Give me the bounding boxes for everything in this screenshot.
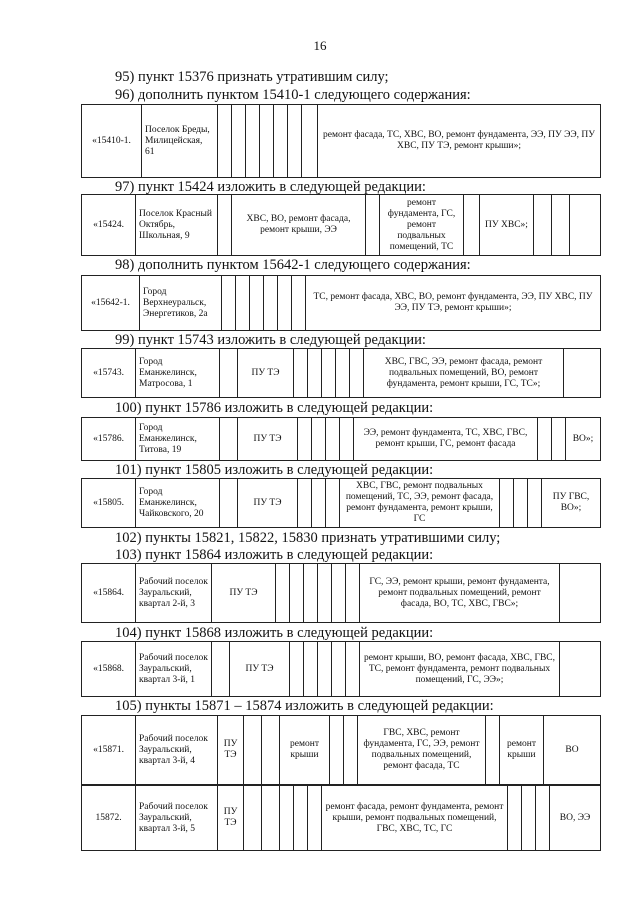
row-works-2: ремонт фундамента, ГС, ремонт подвальных помещений, ТС <box>380 195 464 256</box>
row-works-1: ремонт фасада, ремонт фундамента, ремонт крыши, ремонт подвальных помещений, ГВС, ХВС, ТС, ГС <box>322 786 508 851</box>
item-103: 103) пункт 15864 изложить в следующей редакции: <box>115 547 434 563</box>
item-96: 96) дополнить пунктом 15410-1 следующего содержания: <box>115 87 471 103</box>
row-works-2: ВО»; <box>566 418 601 461</box>
row-number: «15786. <box>82 418 136 461</box>
row-number: «15410-1. <box>82 105 142 178</box>
item-98: 98) дополнить пунктом 15642-1 следующего содержания: <box>115 257 471 273</box>
table-row-15805 <box>81 478 601 528</box>
row-address: Рабочий поселок Зауральский, квартал 3-й, 1 <box>136 642 212 697</box>
row-pu: ПУ ТЭ <box>238 418 298 461</box>
item-99: 99) пункт 15743 изложить в следующей редакции: <box>115 332 426 348</box>
item-104: 104) пункт 15868 изложить в следующей редакции: <box>115 625 434 641</box>
table-row-15743 <box>81 348 601 398</box>
row-number: «15805. <box>82 479 136 528</box>
row-works-3: ПУ ХВС»; <box>480 195 534 256</box>
page-number: 16 <box>313 38 327 53</box>
row-works: ремонт фасада, ТС, ХВС, ВО, ремонт фундамента, ЭЭ, ПУ ЭЭ, ПУ ХВС, ПУ ТЭ, ремонт крыши»; <box>318 105 601 178</box>
item-100: 100) пункт 15786 изложить в следующей редакции: <box>115 400 434 416</box>
row-number: «15864. <box>82 564 136 623</box>
row-number: «15642-1. <box>82 276 140 331</box>
row-works: ТС, ремонт фасада, ХВС, ВО, ремонт фундамента, ЭЭ, ПУ ХВС, ПУ ЭЭ, ПУ ТЭ, ремонт крыши»; <box>306 276 601 331</box>
row-number: «15743. <box>82 349 136 398</box>
table-row-15424 <box>81 194 601 256</box>
row-works-2: ПУ ГВС, ВО»; <box>542 479 601 528</box>
row-works: ГС, ЭЭ, ремонт крыши, ремонт фундамента, ремонт подвальных помещений, ремонт фасада, ВО, ТС, ХВС, ГВС»; <box>360 564 560 623</box>
row-address: Город Еманжелинск, Матросова, 1 <box>136 349 220 398</box>
row-address: Рабочий поселок Зауральский, квартал 3-й, 5 <box>136 786 218 851</box>
row-pu: ПУ ТЭ <box>238 479 298 528</box>
row-pu: ПУ ТЭ <box>218 786 244 851</box>
row-works: ремонт крыши, ВО, ремонт фасада, ХВС, ГВС, ТС, ремонт фундамента, ремонт подвальных помещений, ГС, ЭЭ»; <box>360 642 560 697</box>
item-102: 102) пункты 15821, 15822, 15830 признать утратившими силу; <box>115 530 501 546</box>
row-works: ХВС, ГВС, ремонт подвальных помещений, ТС, ЭЭ, ремонт фасада, ремонт фундамента, ремонт крыши, ГС <box>340 479 500 528</box>
row-works-4: ВО <box>544 716 601 785</box>
row-pu: ПУ ТЭ <box>218 716 244 785</box>
row-works: ХВС, ГВС, ЭЭ, ремонт фасада, ремонт подвальных помещений, ВО, ремонт фундамента, ремонт крыши, ГС, ТС»; <box>364 349 564 398</box>
row-pu: ПУ ТЭ <box>238 349 294 398</box>
table-row-15872 <box>81 785 601 851</box>
table-row-15410-1 <box>81 104 601 178</box>
item-101: 101) пункт 15805 изложить в следующей редакции: <box>115 462 434 478</box>
table-row-15864 <box>81 563 601 623</box>
table-row-15642-1 <box>81 275 601 331</box>
row-pu: ПУ ТЭ <box>230 642 290 697</box>
row-number: «15868. <box>82 642 136 697</box>
row-address: Рабочий поселок Зауральский, квартал 3-й, 4 <box>136 716 218 785</box>
item-95: 95) пункт 15376 признать утратившим силу; <box>115 69 389 85</box>
table-row-15786 <box>81 417 601 461</box>
row-address: Поселок Красный Октябрь, Школьная, 9 <box>136 195 218 256</box>
row-number: «15424. <box>82 195 136 256</box>
row-number: «15871. <box>82 716 136 785</box>
row-address: Город Еманжелинск, Чайковского, 20 <box>136 479 220 528</box>
row-works-2: ГВС, ХВС, ремонт фундамента, ГС, ЭЭ, ремонт подвальных помещений, ремонт фасада, ТС <box>358 716 486 785</box>
table-row-15871 <box>81 715 601 785</box>
row-address: Город Верхнеуральск, Энергетиков, 2а <box>140 276 222 331</box>
row-works-1: ХВС, ВО, ремонт фасада, ремонт крыши, ЭЭ <box>232 195 366 256</box>
row-number: 15872. <box>82 786 136 851</box>
row-works-1: ремонт крыши <box>280 716 330 785</box>
table-row-15868 <box>81 641 601 697</box>
row-works: ЭЭ, ремонт фундамента, ТС, ХВС, ГВС, ремонт крыши, ГС, ремонт фасада <box>354 418 538 461</box>
row-works-3: ремонт крыши <box>500 716 544 785</box>
row-works-2: ВО, ЭЭ <box>550 786 601 851</box>
row-pu: ПУ ТЭ <box>212 564 276 623</box>
row-address: Поселок Бреды, Милицейская, 61 <box>142 105 218 178</box>
item-97: 97) пункт 15424 изложить в следующей редакции: <box>115 179 426 195</box>
item-105: 105) пункты 15871 – 15874 изложить в следующей редакции: <box>115 698 494 714</box>
row-address: Рабочий поселок Зауральский, квартал 2-й, 3 <box>136 564 212 623</box>
row-address: Город Еманжелинск, Титова, 19 <box>136 418 220 461</box>
